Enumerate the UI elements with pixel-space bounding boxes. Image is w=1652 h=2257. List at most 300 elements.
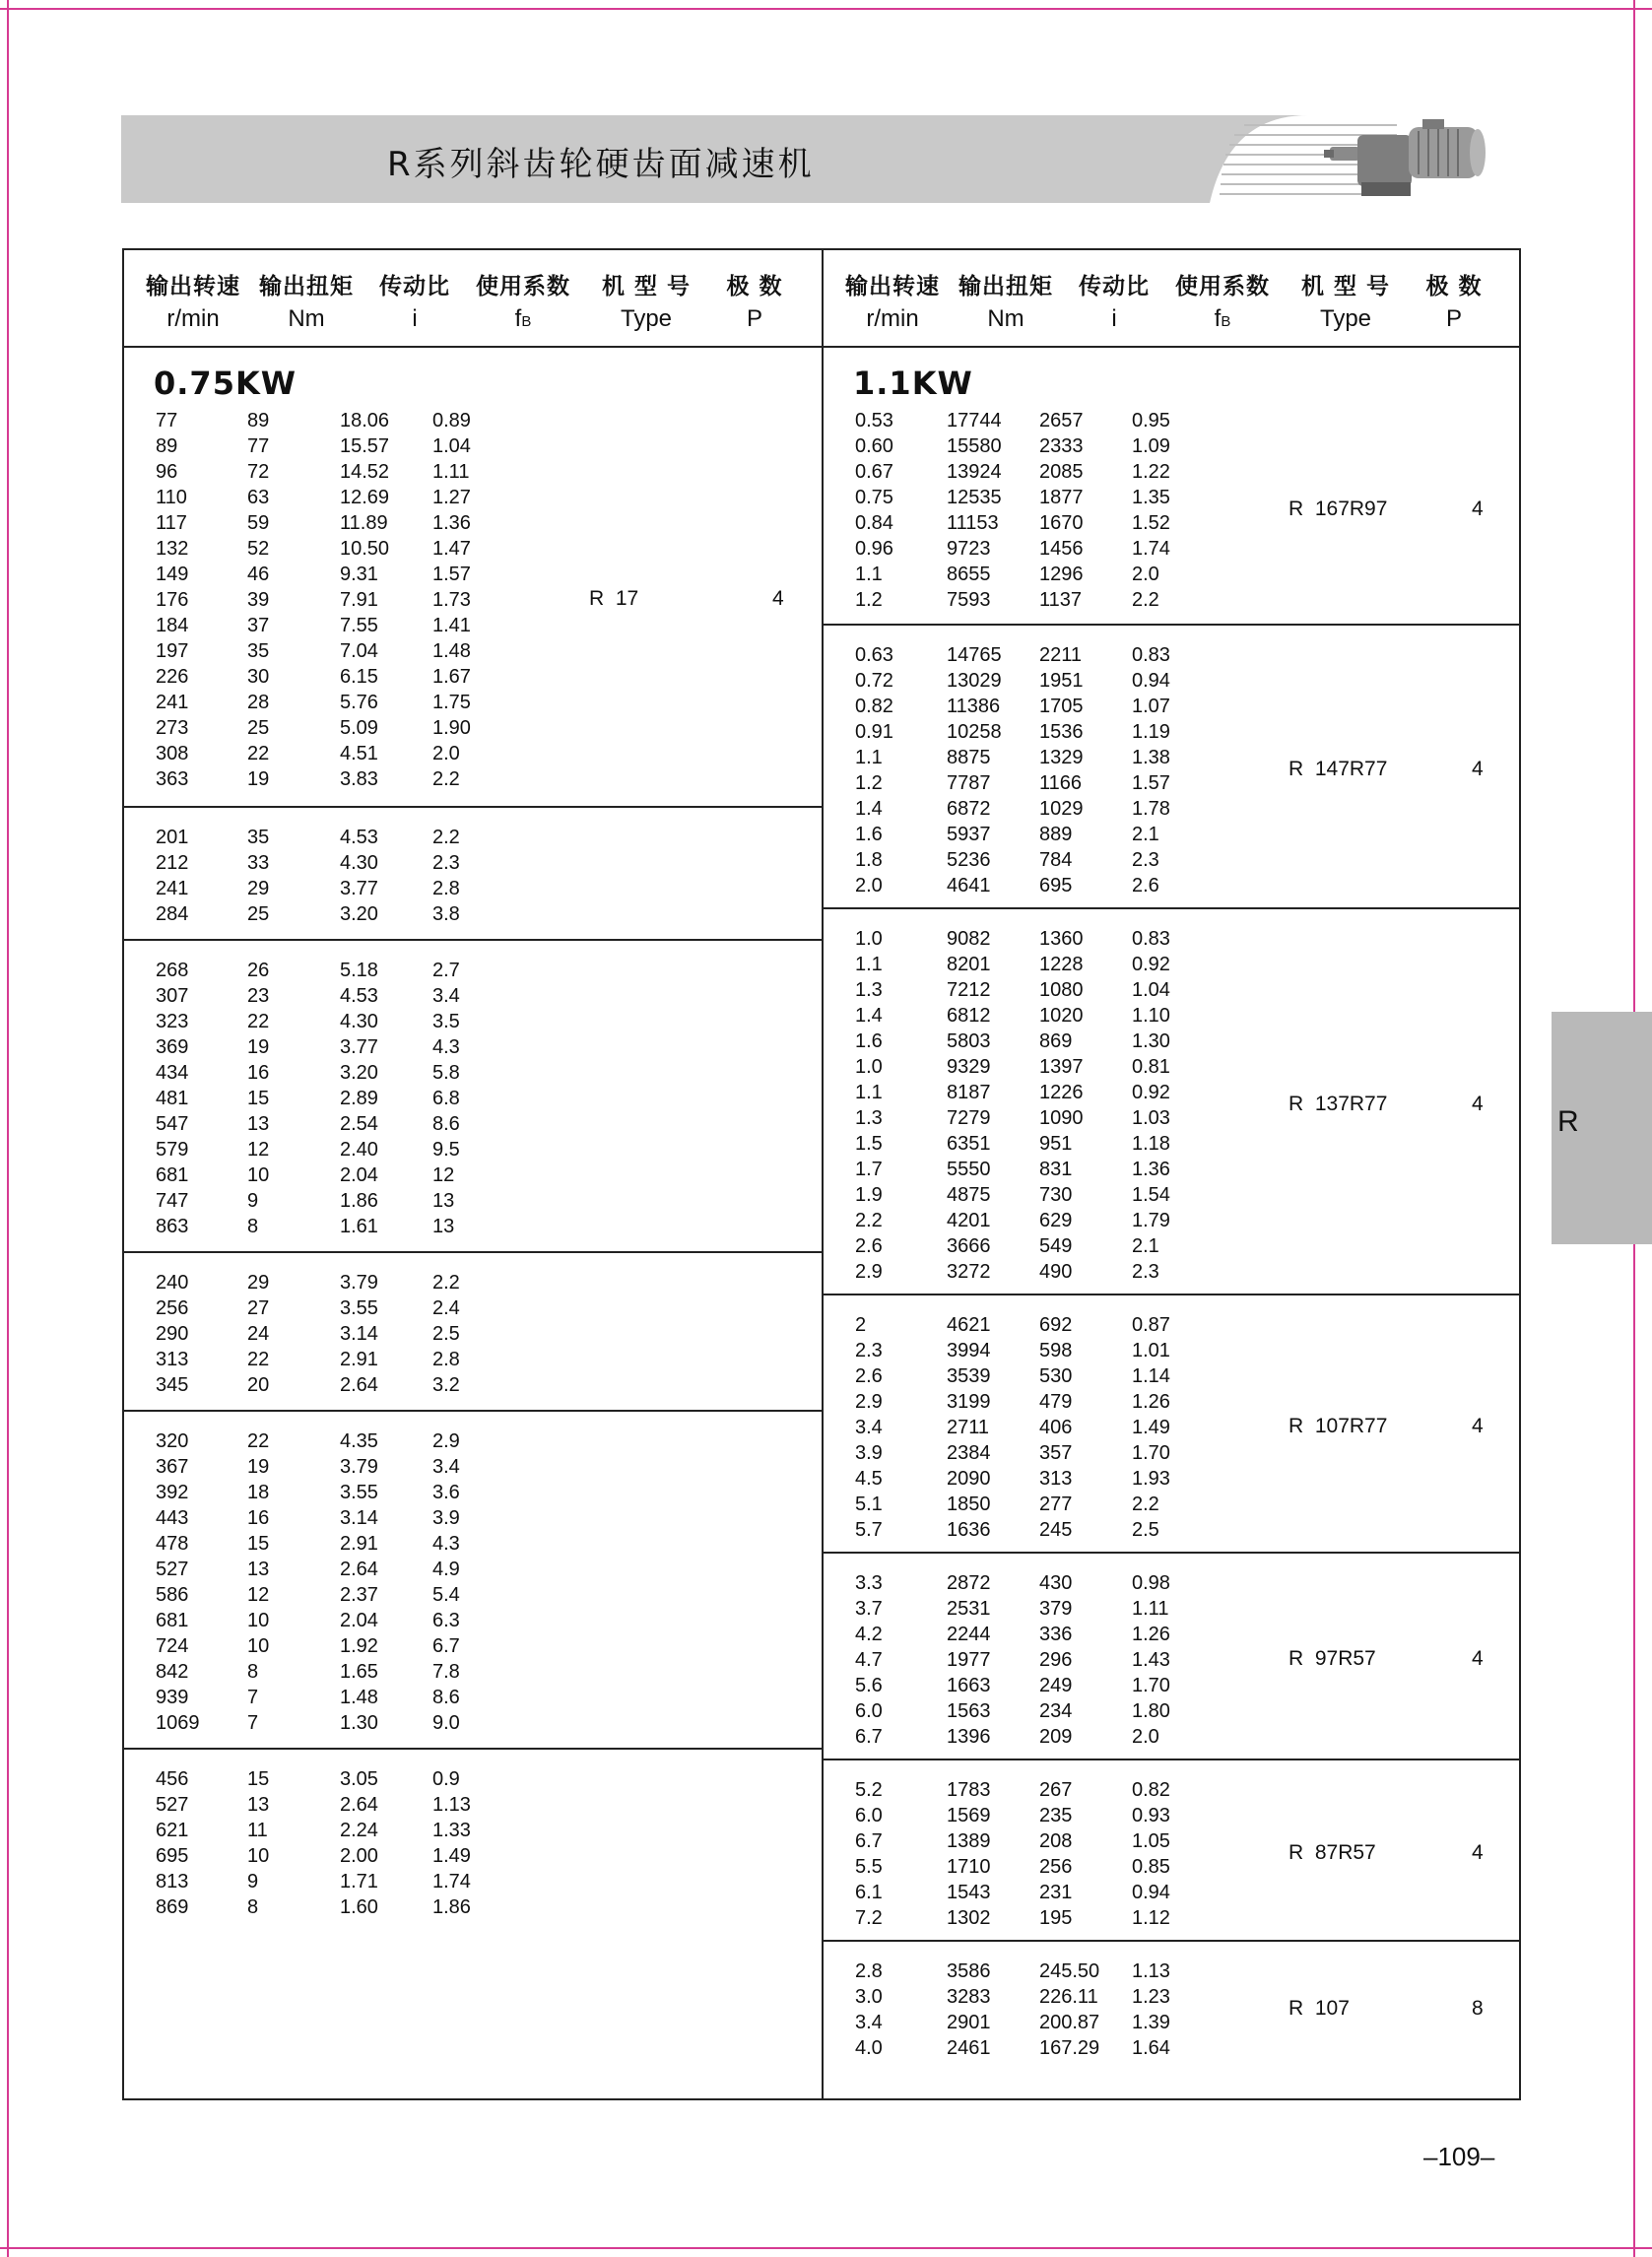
row-group — [824, 907, 1519, 1295]
table-row — [824, 1105, 1519, 1131]
type-cell: R 97R57 — [1289, 1647, 1376, 1670]
ratio-cell: 226.11 — [1039, 1986, 1098, 2008]
service-factor-cell: 6.3 — [432, 1610, 460, 1631]
service-factor-cell: 1.11 — [1132, 1598, 1169, 1620]
output-torque-cell: 11 — [247, 1820, 268, 1841]
table-row — [124, 408, 822, 433]
ratio-cell: 1329 — [1039, 747, 1084, 768]
table-row — [824, 847, 1519, 873]
output-speed-cell: 308 — [156, 743, 189, 764]
service-factor-cell: 1.14 — [1132, 1365, 1170, 1387]
ratio-cell: 1536 — [1039, 721, 1084, 743]
service-factor-cell: 1.67 — [432, 666, 471, 688]
output-torque-cell: 13924 — [947, 461, 1002, 483]
table-row — [824, 952, 1519, 977]
output-speed-cell: 3.3 — [855, 1572, 883, 1594]
output-speed-cell: 478 — [156, 1533, 189, 1555]
output-torque-cell: 7 — [247, 1687, 259, 1708]
output-torque-cell: 5236 — [947, 849, 991, 871]
service-factor-cell: 2.0 — [1132, 1726, 1159, 1748]
col-ratio-symbol: i — [1111, 305, 1117, 332]
output-speed-cell: 434 — [156, 1062, 189, 1084]
ratio-cell: 379 — [1039, 1598, 1073, 1620]
row-group — [124, 939, 822, 1253]
output-speed-cell: 2.3 — [855, 1340, 883, 1361]
output-torque-cell: 25 — [247, 903, 270, 925]
output-speed-cell: 1.4 — [855, 1005, 883, 1027]
ratio-cell: 3.55 — [340, 1297, 378, 1319]
output-speed-cell: 307 — [156, 985, 189, 1007]
output-torque-cell: 2531 — [947, 1598, 991, 1620]
output-torque-cell: 6872 — [947, 798, 991, 820]
service-factor-cell: 1.23 — [1132, 1986, 1170, 2008]
ratio-cell: 1.71 — [340, 1871, 378, 1892]
ratio-cell: 1456 — [1039, 538, 1084, 560]
row-group — [824, 1552, 1519, 1760]
output-speed-cell: 681 — [156, 1164, 189, 1186]
service-factor-cell: 7.8 — [432, 1661, 460, 1683]
ratio-cell: 2.04 — [340, 1164, 378, 1186]
service-factor-cell: 1.09 — [1132, 435, 1170, 457]
output-speed-cell: 110 — [156, 487, 187, 508]
ratio-cell: 5.18 — [340, 960, 378, 981]
ratio-cell: 1020 — [1039, 1005, 1084, 1027]
ratio-cell: 5.09 — [340, 717, 378, 739]
service-factor-cell: 1.41 — [432, 615, 471, 636]
col-output-speed-unit: r/min — [866, 305, 919, 332]
ratio-cell: 1228 — [1039, 954, 1084, 975]
output-torque-cell: 18 — [247, 1482, 270, 1503]
output-speed-cell: 1.8 — [855, 849, 883, 871]
output-speed-cell: 2 — [855, 1314, 867, 1336]
output-torque-cell: 10 — [247, 1635, 270, 1657]
output-speed-cell: 2.6 — [855, 1365, 883, 1387]
ratio-cell: 2.64 — [340, 1794, 378, 1816]
page-number: –109– — [1423, 2142, 1495, 2171]
table-row — [124, 1086, 822, 1111]
output-speed-cell: 7.2 — [855, 1907, 883, 1929]
output-torque-cell: 12 — [247, 1139, 270, 1161]
output-torque-cell: 3199 — [947, 1391, 991, 1413]
output-torque-cell: 9 — [247, 1190, 259, 1212]
col-service-factor-cn: 使用系数 — [1175, 274, 1270, 299]
table-row — [824, 873, 1519, 898]
ratio-cell: 167.29 — [1039, 2037, 1100, 2059]
output-torque-cell: 37 — [247, 615, 270, 636]
output-speed-cell: 6.0 — [855, 1805, 883, 1826]
table-row — [824, 433, 1519, 459]
service-factor-cell: 1.70 — [1132, 1675, 1170, 1696]
output-speed-cell: 3.4 — [855, 1417, 883, 1438]
output-speed-cell: 6.7 — [855, 1830, 883, 1852]
ratio-cell: 1360 — [1039, 928, 1084, 950]
ratio-cell: 2333 — [1039, 435, 1084, 457]
output-torque-cell: 15 — [247, 1533, 270, 1555]
pole-cell: 4 — [772, 587, 784, 610]
output-torque-cell: 23 — [247, 985, 270, 1007]
table-row — [124, 1454, 822, 1480]
table-row — [824, 1080, 1519, 1105]
output-torque-cell: 17744 — [947, 410, 1002, 431]
service-factor-cell: 1.39 — [1132, 2012, 1170, 2033]
type-cell: R 87R57 — [1289, 1841, 1376, 1864]
service-factor-cell: 0.85 — [1132, 1856, 1170, 1878]
service-factor-cell: 2.8 — [432, 1349, 460, 1370]
table-row — [824, 694, 1519, 719]
output-torque-cell: 6351 — [947, 1133, 991, 1155]
ratio-cell: 267 — [1039, 1779, 1073, 1801]
output-torque-cell: 2090 — [947, 1468, 991, 1490]
output-speed-cell: 695 — [156, 1845, 189, 1867]
col-output-torque-cn: 输出扭矩 — [958, 274, 1053, 299]
output-torque-cell: 27 — [247, 1297, 270, 1319]
ratio-cell: 5.76 — [340, 692, 378, 713]
output-torque-cell: 22 — [247, 1430, 270, 1452]
ratio-cell: 9.31 — [340, 564, 378, 585]
table-row — [824, 977, 1519, 1003]
table-row — [124, 1214, 822, 1239]
service-factor-cell: 1.80 — [1132, 1700, 1170, 1722]
output-speed-cell: 240 — [156, 1272, 189, 1294]
output-torque-cell: 4201 — [947, 1210, 991, 1231]
service-factor-cell: 1.75 — [432, 692, 471, 713]
output-speed-cell: 547 — [156, 1113, 189, 1135]
output-speed-cell: 2.9 — [855, 1391, 883, 1413]
ratio-cell: 1296 — [1039, 564, 1084, 585]
output-speed-cell: 527 — [156, 1559, 189, 1580]
service-factor-cell: 1.03 — [1132, 1107, 1170, 1129]
pole-cell: 4 — [1472, 1093, 1484, 1115]
output-torque-cell: 16 — [247, 1507, 270, 1529]
service-factor-cell: 0.92 — [1132, 1082, 1170, 1103]
service-factor-cell: 3.5 — [432, 1011, 460, 1032]
output-torque-cell: 7 — [247, 1712, 259, 1734]
table-row — [824, 796, 1519, 822]
ratio-cell: 336 — [1039, 1624, 1073, 1645]
table-row — [824, 587, 1519, 613]
ratio-cell: 1.65 — [340, 1661, 378, 1683]
service-factor-cell: 9.0 — [432, 1712, 460, 1734]
output-torque-cell: 7787 — [947, 772, 991, 794]
output-torque-cell: 7593 — [947, 589, 991, 611]
output-speed-cell: 323 — [156, 1011, 189, 1032]
output-torque-cell: 5937 — [947, 824, 991, 845]
row-group — [124, 1251, 822, 1412]
ratio-cell: 730 — [1039, 1184, 1073, 1206]
ratio-cell: 530 — [1039, 1365, 1073, 1387]
output-speed-cell: 363 — [156, 768, 189, 790]
output-speed-cell: 0.96 — [855, 538, 893, 560]
output-torque-cell: 1563 — [947, 1700, 991, 1722]
output-torque-cell: 2244 — [947, 1624, 991, 1645]
output-torque-cell: 77 — [247, 435, 270, 457]
ratio-cell: 2.64 — [340, 1559, 378, 1580]
table-row — [824, 642, 1519, 668]
output-torque-cell: 15 — [247, 1088, 270, 1109]
service-factor-cell: 4.9 — [432, 1559, 460, 1580]
output-speed-cell: 939 — [156, 1687, 189, 1708]
output-speed-cell: 1.7 — [855, 1159, 883, 1180]
ratio-cell: 209 — [1039, 1726, 1073, 1748]
output-speed-cell: 5.1 — [855, 1494, 883, 1515]
table-header — [824, 250, 1519, 348]
output-torque-cell: 1389 — [947, 1830, 991, 1852]
ratio-cell: 3.77 — [340, 1036, 378, 1058]
ratio-cell: 195 — [1039, 1907, 1073, 1929]
output-speed-cell: 0.91 — [855, 721, 893, 743]
service-factor-cell: 1.33 — [432, 1820, 471, 1841]
col-ratio-symbol: i — [412, 305, 418, 332]
output-speed-cell: 5.5 — [855, 1856, 883, 1878]
output-speed-cell: 2.2 — [855, 1210, 883, 1231]
ratio-cell: 1.48 — [340, 1687, 378, 1708]
section-tab-label: R — [1557, 1105, 1579, 1138]
table-row — [124, 1894, 822, 1920]
service-factor-cell: 3.6 — [432, 1482, 460, 1503]
col-poles-cn: 极 数 — [1425, 274, 1483, 299]
service-factor-cell: 1.12 — [1132, 1907, 1170, 1929]
service-factor-cell: 2.5 — [432, 1323, 460, 1345]
service-factor-cell: 0.87 — [1132, 1314, 1170, 1336]
ratio-cell: 1226 — [1039, 1082, 1084, 1103]
trim-line-left — [7, 0, 9, 2257]
service-factor-cell: 1.36 — [432, 512, 471, 534]
ratio-cell: 15.57 — [340, 435, 390, 457]
output-torque-cell: 1710 — [947, 1856, 991, 1878]
output-speed-cell: 3.9 — [855, 1442, 883, 1464]
ratio-cell: 7.55 — [340, 615, 378, 636]
ratio-cell: 3.05 — [340, 1768, 378, 1790]
row-group — [124, 1410, 822, 1750]
service-factor-cell: 2.2 — [432, 827, 460, 848]
table-row — [824, 719, 1519, 745]
table-row — [824, 1698, 1519, 1724]
output-speed-cell: 724 — [156, 1635, 189, 1657]
service-factor-cell: 1.49 — [432, 1845, 471, 1867]
table-row — [124, 850, 822, 876]
output-torque-cell: 52 — [247, 538, 270, 560]
type-cell: R 147R77 — [1289, 758, 1388, 780]
output-speed-cell: 184 — [156, 615, 189, 636]
output-torque-cell: 3283 — [947, 1986, 991, 2008]
service-factor-cell: 1.38 — [1132, 747, 1170, 768]
output-speed-cell: 1.3 — [855, 979, 883, 1001]
page-title: R系列斜齿轮硬齿面减速机 — [387, 145, 815, 184]
table-row — [824, 1338, 1519, 1363]
service-factor-cell: 1.47 — [432, 538, 471, 560]
output-speed-cell: 0.84 — [855, 512, 893, 534]
col-service-factor-symbol: fB — [1214, 305, 1231, 332]
col-output-torque-unit: Nm — [288, 305, 325, 332]
table-row — [124, 1843, 822, 1869]
table-row — [824, 1596, 1519, 1622]
output-speed-cell: 5.2 — [855, 1779, 883, 1801]
output-torque-cell: 1396 — [947, 1726, 991, 1748]
table-row — [124, 1582, 822, 1608]
col-type-en: Type — [620, 305, 673, 332]
service-factor-cell: 1.30 — [1132, 1030, 1170, 1052]
output-speed-cell: 176 — [156, 589, 189, 611]
pole-cell: 8 — [1472, 1997, 1484, 2020]
ratio-cell: 2211 — [1039, 644, 1083, 666]
output-speed-cell: 456 — [156, 1768, 189, 1790]
service-factor-cell: 8.6 — [432, 1687, 460, 1708]
table-row — [824, 485, 1519, 510]
ratio-cell: 1.92 — [340, 1635, 378, 1657]
output-speed-cell: 1.1 — [855, 1082, 883, 1103]
pole-cell: 4 — [1472, 498, 1484, 520]
ratio-cell: 2657 — [1039, 410, 1084, 431]
table-1-1kw — [822, 248, 1521, 2100]
trim-line-top — [0, 8, 1652, 10]
output-speed-cell: 3.4 — [855, 2012, 883, 2033]
row-group — [824, 1940, 1519, 2072]
table-row — [824, 2035, 1519, 2061]
output-speed-cell: 5.7 — [855, 1519, 883, 1541]
row-group — [124, 806, 822, 941]
ratio-cell: 1080 — [1039, 979, 1084, 1001]
output-torque-cell: 2901 — [947, 2012, 991, 2033]
table-row — [824, 1828, 1519, 1854]
table-row — [824, 1984, 1519, 2010]
table-row — [124, 1347, 822, 1372]
ratio-cell: 2085 — [1039, 461, 1084, 483]
table-row — [124, 1111, 822, 1137]
service-factor-cell: 1.57 — [432, 564, 471, 585]
service-factor-cell: 8.6 — [432, 1113, 460, 1135]
output-torque-cell: 35 — [247, 640, 270, 662]
output-torque-cell: 16 — [247, 1062, 270, 1084]
output-torque-cell: 6812 — [947, 1005, 991, 1027]
service-factor-cell: 1.01 — [1132, 1340, 1170, 1361]
table-row — [824, 1259, 1519, 1285]
service-factor-cell: 3.2 — [432, 1374, 460, 1396]
trim-line-bottom — [0, 2247, 1652, 2249]
ratio-cell: 3.14 — [340, 1323, 378, 1345]
output-torque-cell: 8201 — [947, 954, 991, 975]
service-factor-cell: 1.13 — [432, 1794, 471, 1816]
service-factor-cell: 0.82 — [1132, 1779, 1170, 1801]
table-row — [824, 536, 1519, 562]
service-factor-cell: 1.79 — [1132, 1210, 1170, 1231]
table-row — [124, 664, 822, 690]
table-row — [824, 408, 1519, 433]
ratio-cell: 1.86 — [340, 1190, 378, 1212]
output-torque-cell: 8187 — [947, 1082, 991, 1103]
table-row — [824, 770, 1519, 796]
output-speed-cell: 1.4 — [855, 798, 883, 820]
output-torque-cell: 1663 — [947, 1675, 991, 1696]
output-torque-cell: 13 — [247, 1559, 270, 1580]
type-cell: R 107 — [1289, 1997, 1350, 2020]
output-speed-cell: 586 — [156, 1584, 189, 1606]
service-factor-cell: 1.57 — [1132, 772, 1170, 794]
service-factor-cell: 0.89 — [432, 410, 471, 431]
ratio-cell: 4.30 — [340, 852, 378, 874]
output-speed-cell: 4.7 — [855, 1649, 883, 1671]
output-torque-cell: 24 — [247, 1323, 270, 1345]
service-factor-cell: 1.35 — [1132, 487, 1170, 508]
ratio-cell: 3.83 — [340, 768, 378, 790]
table-row — [824, 1233, 1519, 1259]
table-row — [824, 1622, 1519, 1647]
output-speed-cell: 747 — [156, 1190, 189, 1212]
ratio-cell: 1029 — [1039, 798, 1084, 820]
output-speed-cell: 241 — [156, 692, 189, 713]
service-factor-cell: 2.4 — [432, 1297, 460, 1319]
service-factor-cell: 2.0 — [432, 743, 460, 764]
output-speed-cell: 6.0 — [855, 1700, 883, 1722]
col-type-cn: 机 型 号 — [601, 274, 691, 299]
service-factor-cell: 9.5 — [432, 1139, 460, 1161]
output-speed-cell: 0.63 — [855, 644, 893, 666]
table-row — [824, 1208, 1519, 1233]
type-cell: R 17 — [589, 587, 639, 610]
service-factor-cell: 1.74 — [1132, 538, 1170, 560]
col-output-speed-cn: 输出转速 — [845, 274, 940, 299]
output-speed-cell: 1.1 — [855, 954, 883, 975]
output-speed-cell: 1.3 — [855, 1107, 883, 1129]
ratio-cell: 2.40 — [340, 1139, 378, 1161]
output-torque-cell: 3994 — [947, 1340, 991, 1361]
service-factor-cell: 2.3 — [1132, 1261, 1159, 1283]
ratio-cell: 10.50 — [340, 538, 390, 560]
table-row — [124, 1659, 822, 1685]
ratio-cell: 296 — [1039, 1649, 1073, 1671]
output-speed-cell: 443 — [156, 1507, 189, 1529]
ratio-cell: 313 — [1039, 1468, 1073, 1490]
ratio-cell: 2.91 — [340, 1349, 378, 1370]
output-torque-cell: 63 — [247, 487, 270, 508]
table-row — [124, 638, 822, 664]
service-factor-cell: 6.7 — [432, 1635, 460, 1657]
ratio-cell: 3.20 — [340, 903, 378, 925]
table-row — [124, 1818, 822, 1843]
table-row — [124, 1710, 822, 1736]
output-torque-cell: 9723 — [947, 538, 991, 560]
ratio-cell: 406 — [1039, 1417, 1073, 1438]
table-row — [124, 536, 822, 562]
output-torque-cell: 4621 — [947, 1314, 991, 1336]
ratio-cell: 4.51 — [340, 743, 378, 764]
gear-motor-image — [1320, 117, 1492, 200]
service-factor-cell: 2.2 — [432, 1272, 460, 1294]
output-speed-cell: 290 — [156, 1323, 189, 1345]
service-factor-cell: 1.73 — [432, 589, 471, 611]
output-speed-cell: 842 — [156, 1661, 189, 1683]
output-torque-cell: 22 — [247, 1349, 270, 1370]
service-factor-cell: 3.8 — [432, 903, 460, 925]
ratio-cell: 1397 — [1039, 1056, 1084, 1078]
table-row — [124, 1505, 822, 1531]
output-speed-cell: 201 — [156, 827, 189, 848]
section-tab-r[interactable] — [1552, 1012, 1652, 1244]
service-factor-cell: 1.26 — [1132, 1624, 1170, 1645]
ratio-cell: 549 — [1039, 1235, 1073, 1257]
output-speed-cell: 369 — [156, 1036, 189, 1058]
output-torque-cell: 12 — [247, 1584, 270, 1606]
ratio-cell: 869 — [1039, 1030, 1073, 1052]
output-speed-cell: 681 — [156, 1610, 189, 1631]
output-speed-cell: 0.60 — [855, 435, 893, 457]
table-row — [824, 1054, 1519, 1080]
output-speed-cell: 1069 — [156, 1712, 200, 1734]
output-torque-cell: 46 — [247, 564, 270, 585]
ratio-cell: 3.20 — [340, 1062, 378, 1084]
output-torque-cell: 7279 — [947, 1107, 991, 1129]
col-service-factor-cn: 使用系数 — [476, 274, 570, 299]
type-cell: R 167R97 — [1289, 498, 1388, 520]
